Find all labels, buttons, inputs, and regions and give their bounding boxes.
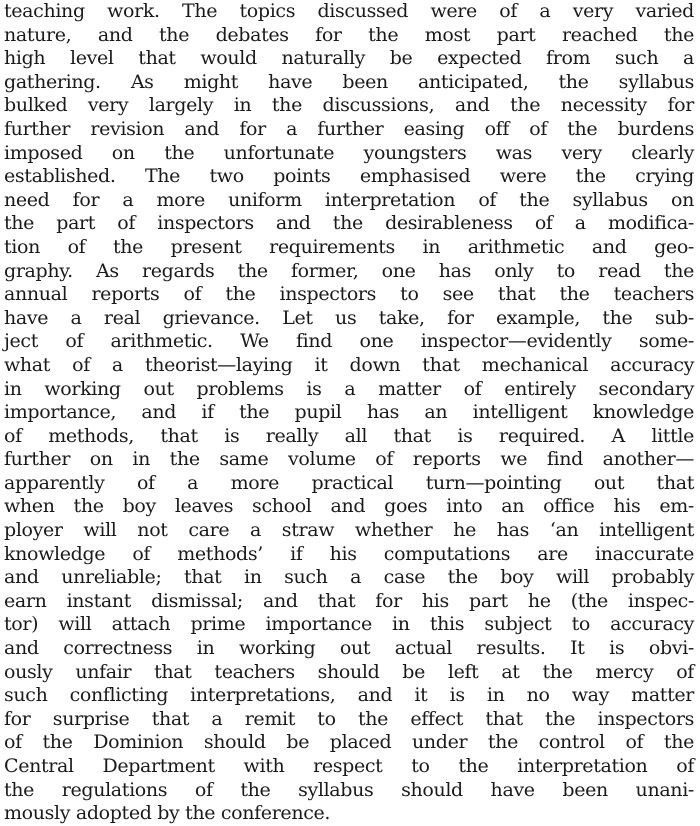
text-line: what of a theorist—laying it down that mechanical accuracy [4,353,694,376]
text-line: tion of the present requirements in arithmetic and geo- [4,235,694,258]
text-line: high level that would naturally be expected from such a [4,47,694,70]
text-line: when the boy leaves school and goes into an office his em- [4,495,694,518]
text-line: of methods, that is really all that is required. A little [4,424,694,447]
text-line: Central Department with respect to the interpretation of [4,755,694,777]
text-line: further revision and for a further easing off of the burdens [4,117,694,140]
text-line: further on in the same volume of reports we find another— [4,448,694,471]
text-line-last: mously adopted by the conference. [4,802,331,825]
text-line: such conflicting interpretations, and it is in no way matter [4,684,694,707]
text-line: in working out problems is a matter of entirely secondary [4,377,694,400]
text-line: need for a more uniform interpretation of the syllabus on [4,188,694,211]
text-line: importance, and if the pupil has an intelligent knowledge [4,401,694,424]
text-line: annual reports of the inspectors to see that the teachers [4,283,694,306]
text-line: nature, and the debates for the most part reached the [4,23,694,46]
text-line: ously unfair that teachers should be left at the mercy of [4,660,694,683]
text-line: apparently of a more practical turn—pointing out that [4,471,694,494]
text-line: bulked very largely in the discussions, and the necessity for [4,94,694,117]
text-line: for surprise that a remit to the effect that the inspectors [4,707,694,730]
text-line: imposed on the unfortunate youngsters was very clearly [4,141,694,164]
text-line: the regulations of the syllabus should have been unani- [4,778,694,801]
text-line: and correctness in working out actual results. It is obvi- [4,637,694,660]
text-line: have a real grievance. Let us take, for example, the sub- [4,306,694,329]
text-line: the part of inspectors and the desirableness of a modifica- [4,212,694,235]
text-line: and unreliable; that in such a case the boy will probably [4,566,694,589]
text-line: earn instant dismissal; and that for his part he (the inspec- [4,589,694,612]
text-line: of the Dominion should be placed under the control of the [4,731,694,754]
text-line: ployer will not care a straw whether he has ‘an intelligent [4,519,694,542]
article-text-column [4,0,694,826]
text-line: gathering. As might have been anticipated, the syllabus [4,70,694,93]
text-line: teaching work. The topics discussed were of a very varied [4,0,694,22]
text-line: tor) will attach prime importance in this subject to accuracy [4,613,694,636]
text-line: knowledge of methods’ if his computations are inaccurate [4,542,694,565]
text-line: graphy. As regards the former, one has only to read the [4,259,694,282]
text-line: ject of arithmetic. We find one inspector—evidently some- [4,330,694,353]
text-line: established. The two points emphasised were the crying [4,165,694,188]
